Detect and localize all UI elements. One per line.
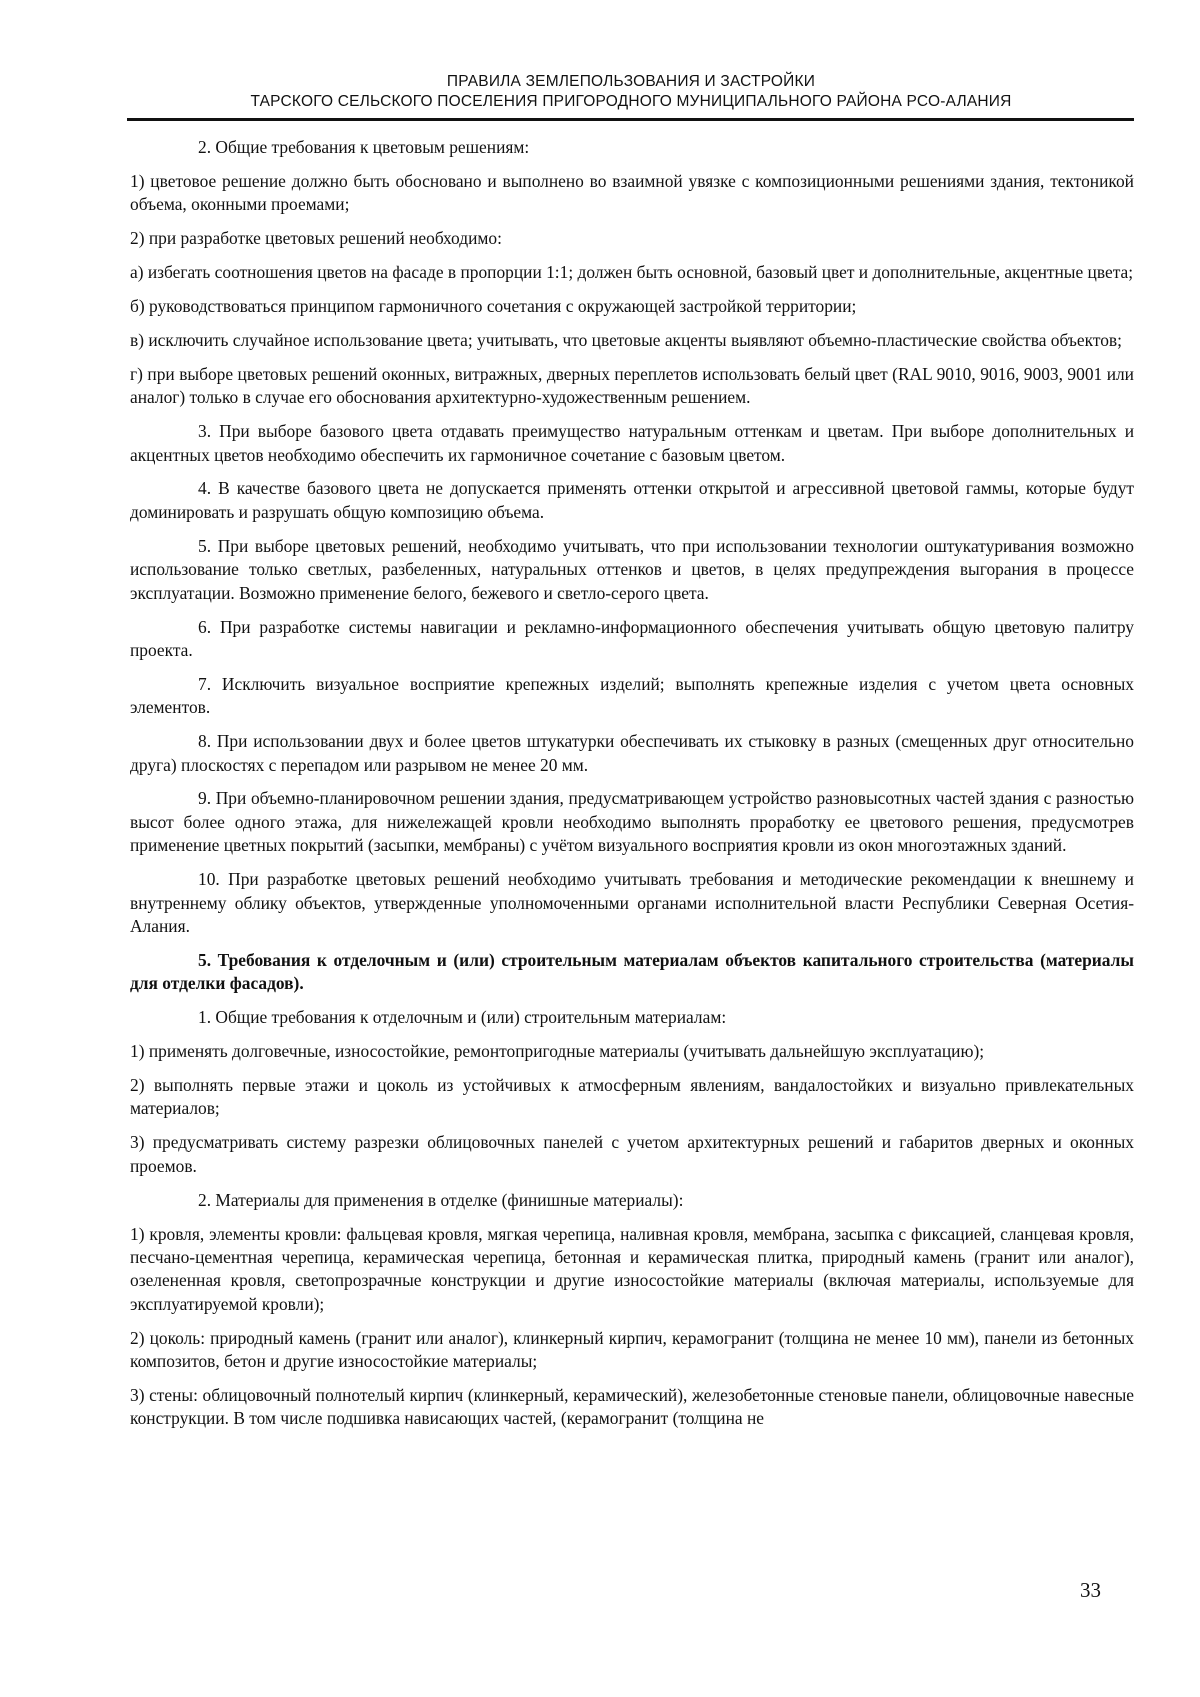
paragraph: 1) кровля, элементы кровли: фальцевая кровля, мягкая черепица, наливная кровля, мембрана, засыпка с фиксацией, сланцевая кровля, песчано-цементная черепица, керамическая черепица, бетонная и керамическая плитка, природный камень (гранит или аналог), озелененная кровля, светопрозрачные конструкции и другие износостойкие материалы (включая материалы, используемые для эксплуатируемой кровли); <box>130 1223 1134 1314</box>
paragraph: 8. При использовании двух и более цветов штукатурки обеспечивать их стыковку в разных (смещенных друг относительно друга) плоскостях с перепадом или разрывом не менее 20 мм. <box>130 731 1134 775</box>
paragraph: 7. Исключить визуальное восприятие крепежных изделий; выполнять крепежные изделия с учетом цвета основных элементов. <box>130 673 1134 718</box>
paragraph: 1) применять долговечные, износостойкие, ремонтопригодные материалы (учитывать дальнейшую эксплуатацию); <box>130 1041 985 1062</box>
paragraph: 4. В качестве базового цвета не допускается применять оттенки открытой и агрессивной цветовой гаммы, которые будут доминировать и разрушать общую композицию объема. <box>130 478 1134 522</box>
paragraph: 3) предусматривать систему разрезки облицовочных панелей с учетом архитектурных решений и габаритов дверных и оконных проемов. <box>130 1132 1134 1176</box>
paragraph: 2. Материалы для применения в отделке (финишные материалы): <box>198 1189 684 1210</box>
page-number: 33 <box>1080 1578 1101 1602</box>
paragraph: 1. Общие требования к отделочным и (или) строительным материалам: <box>198 1007 727 1028</box>
paragraph: 9. При объемно-планировочном решении здания, предусматривающем устройство разновысотных частей здания с разностью высот более одного этажа, для нижележащей кровли необходимо выполнять проработку ее цветового решения, предусмотрев применение цветных покрытий (засыпки, мембраны) с учётом визуального восприятия кровли из окон многоэтажных зданий. <box>130 788 1134 856</box>
paragraph: 6. При разработке системы навигации и рекламно-информационного обеспечения учитывать общую цветовую палитру проекта. <box>130 616 1134 660</box>
header-divider <box>127 118 1134 121</box>
paragraph: 2) при разработке цветовых решений необходимо: <box>130 228 502 249</box>
paragraph: 2) выполнять первые этажи и цоколь из устойчивых к атмосферным явлениям, вандалостойких и визуально привлекательных материалов; <box>130 1075 1134 1119</box>
paragraph: 1) цветовое решение должно быть обосновано и выполнено во взаимной увязке с композиционными решениями здания, тектоникой объема, оконными проемами; <box>130 170 1134 215</box>
paragraph: 2) цоколь: природный камень (гранит или аналог), клинкерный кирпич, керамогранит (толщина не менее 10 мм), панели из бетонных композитов, бетон и другие износостойкие материалы; <box>130 1327 1134 1372</box>
header-title-line1: ПРАВИЛА ЗЕМЛЕПОЛЬЗОВАНИЯ И ЗАСТРОЙКИ <box>446 73 816 90</box>
paragraph: в) исключить случайное использование цвета; учитывать, что цветовые акценты выявляют объемно-пластические свойства объектов; <box>130 329 1122 350</box>
header-title-line2: ТАРСКОГО СЕЛЬСКОГО ПОСЕЛЕНИЯ ПРИГОРОДНОГО МУНИЦИПАЛЬНОГО РАЙОНА РСО-АЛАНИЯ <box>250 93 1012 110</box>
paragraph: а) избегать соотношения цветов на фасаде в пропорции 1:1; должен быть основной, базовый цвет и дополнительные, акцентные цвета; <box>130 262 1134 283</box>
document-body <box>130 136 1134 1441</box>
paragraph: 3) стены: облицовочный полнотелый кирпич (клинкерный, керамический), железобетонные стеновые панели, облицовочные навесные конструкции. В том числе подшивка нависающих частей, (керамогранит (толщина не <box>130 1384 1134 1429</box>
paragraph: б) руководствоваться принципом гармоничного сочетания с окружающей застройкой территории; <box>130 296 857 317</box>
section-heading-color: 2. Общие требования к цветовым решениям: <box>198 137 530 157</box>
paragraph: г) при выборе цветовых решений оконных, витражных, дверных переплетов использовать белый цвет (RAL 9010, 9016, 9003, 9001 или аналог) только в случае его обоснования архитектурно-художественным решением. <box>130 363 1134 408</box>
document-header <box>128 72 1134 112</box>
paragraph: 3. При выборе базового цвета отдавать преимущество натуральным оттенкам и цветам. При выборе дополнительных и акцентных цветов необходимо обеспечить их гармоничное сочетание с базовым цветом. <box>130 421 1134 465</box>
paragraph: 10. При разработке цветовых решений необходимо учитывать требования и методические рекомендации к внешнему и внутреннему облику объектов, утвержденные уполномоченными органами исполнительной власти Республики Северная Осетия-Алания. <box>130 869 1134 936</box>
paragraph: 5. При выборе цветовых решений, необходимо учитывать, что при использовании технологии оштукатуривания возможно использование только светлых, разбеленных, натуральных оттенков и цветов, в целях предупреждения выгорания в процессе эксплуатации. Возможно применение белого, бежевого и светло-серого цвета. <box>130 535 1134 603</box>
section-heading-materials: 5. Требования к отделочным и (или) строительным материалам объектов капитального строительства (материалы для отделки фасадов). <box>130 949 1134 994</box>
